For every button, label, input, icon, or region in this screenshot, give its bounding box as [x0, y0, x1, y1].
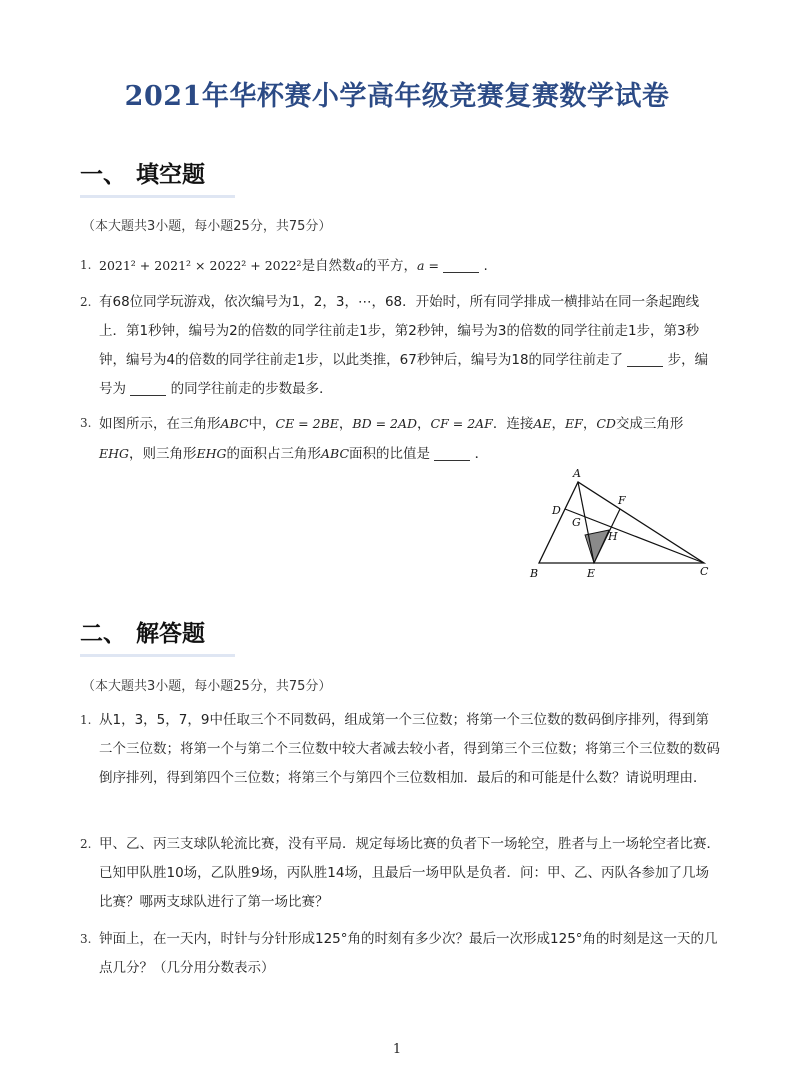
question-number: 1.: [80, 713, 92, 727]
section-heading-fill-in: [80, 156, 205, 189]
question-text: 有68位同学玩游戏，依次编号为1，2，3，⋯，68．开始时，所有同学排成一横排站在同一条起跑线上．第1秒钟，编号为2的倍数的同学往前走1步，第2秒钟，编号为3的倍数的同学往前走1步，第3秒钟，编号为4的倍数的同学往前走1步，以此类推，67秒钟后，编号为18的同学往前走了: [99, 294, 700, 368]
label-d: D: [552, 504, 561, 517]
question-text: ，: [417, 416, 431, 432]
question-1-1: [80, 251, 720, 281]
label-g: G: [572, 516, 581, 529]
math-var: CD: [596, 416, 616, 431]
math-expression: CF = 2AF: [430, 416, 493, 431]
math-var: EF: [565, 416, 583, 431]
section-number: 二、: [80, 621, 126, 647]
question-2-2: [80, 830, 720, 917]
question-number: 3.: [80, 932, 92, 946]
math-expression: BD = 2AD: [352, 416, 418, 431]
answer-blank[interactable]: [130, 381, 166, 396]
label-e: E: [587, 567, 596, 580]
question-text: 的平方，: [363, 258, 418, 274]
triangle-figure: [520, 462, 720, 582]
label-b: B: [530, 567, 539, 580]
question-text: 交成三角形: [615, 416, 684, 432]
math-expression: CE = 2BE: [275, 416, 339, 431]
math-var: EHG: [196, 446, 227, 461]
label-f: F: [618, 494, 626, 507]
page-title: 2021年华杯赛小学高年级竞赛复赛数学试卷: [124, 81, 670, 112]
section-underline: [80, 195, 235, 198]
math-var: AE: [533, 416, 552, 431]
question-text: ．: [470, 446, 489, 462]
answer-blank[interactable]: [434, 446, 470, 461]
math-var: EHG: [99, 446, 130, 461]
math-var: ABC: [321, 446, 350, 461]
section-underline: [80, 654, 235, 657]
question-number: 3.: [80, 416, 92, 430]
math-var: ABC: [220, 416, 249, 431]
answer-blank[interactable]: [627, 352, 663, 367]
section-number: 一、: [80, 162, 126, 188]
section-name: 解答题: [136, 621, 205, 647]
question-text: 的同学往前走的步数最多．: [170, 381, 333, 397]
question-text: ．连接: [492, 416, 534, 432]
question-2-1: [80, 706, 720, 793]
question-text: ，: [551, 416, 565, 432]
label-c: C: [700, 565, 709, 578]
question-number: 2.: [80, 837, 92, 851]
question-number: 2.: [80, 295, 92, 309]
math-expression: 2021² + 2021² × 2022² + 2022²: [99, 258, 302, 273]
question-text: .: [479, 258, 488, 274]
question-text: ，: [338, 416, 353, 432]
label-h: H: [608, 530, 618, 543]
question-text: 钟面上，在一天内，时针与分针形成125°角的时刻有多少次？最后一次形成125°角的时刻是这一天的几点几分？（几分用分数表示）: [99, 931, 718, 976]
question-text: 如图所示，在三角形: [99, 416, 221, 432]
section-heading-answer: [80, 615, 205, 648]
question-text: ，: [582, 416, 597, 432]
question-text: 的面积占三角形: [226, 446, 322, 462]
question-text: 从1，3，5，7，9中任取三个不同数码，组成第一个三位数；将第一个三位数的数码倒序排列，得到第二个三位数；将第一个与第二个三位数中较大者减去较小者，得到第三个三位数；将第三个三位数的数码倒序排列，得到第四个三位数；将第三个与第四个三位数相加．最后的和可能是什么数？请说明理由．: [99, 712, 720, 786]
section-name: 填空题: [136, 162, 205, 188]
section-note: （本大题共3小题，每小题25分，共75分）: [82, 219, 332, 234]
question-1-3: [80, 409, 720, 469]
math-var: a =: [417, 258, 439, 273]
question-text: 步，编号为: [99, 352, 709, 397]
question-text: 面积的比值是: [349, 446, 431, 462]
section-note: （本大题共3小题，每小题25分，共75分）: [82, 679, 332, 694]
answer-blank[interactable]: [443, 258, 479, 273]
label-a: A: [573, 467, 581, 480]
question-text: 中，: [248, 416, 276, 432]
question-text: ，则三角形: [129, 446, 197, 462]
math-var: a: [355, 258, 364, 273]
question-text: 甲、乙、丙三支球队轮流比赛，没有平局．规定每场比赛的负者下一场轮空，胜者与上一场轮空者比赛．已知甲队胜10场，乙队胜9场，丙队胜14场，且最后一场甲队是负者．问：甲、乙、丙队各参加了几场比赛？哪两支球队进行了第一场比赛？: [99, 836, 720, 910]
question-number: 1.: [80, 258, 92, 272]
question-2-3: [80, 925, 720, 983]
question-text: 是自然数: [301, 258, 356, 274]
page-number: 1: [392, 1042, 402, 1057]
question-1-2: [80, 288, 720, 404]
